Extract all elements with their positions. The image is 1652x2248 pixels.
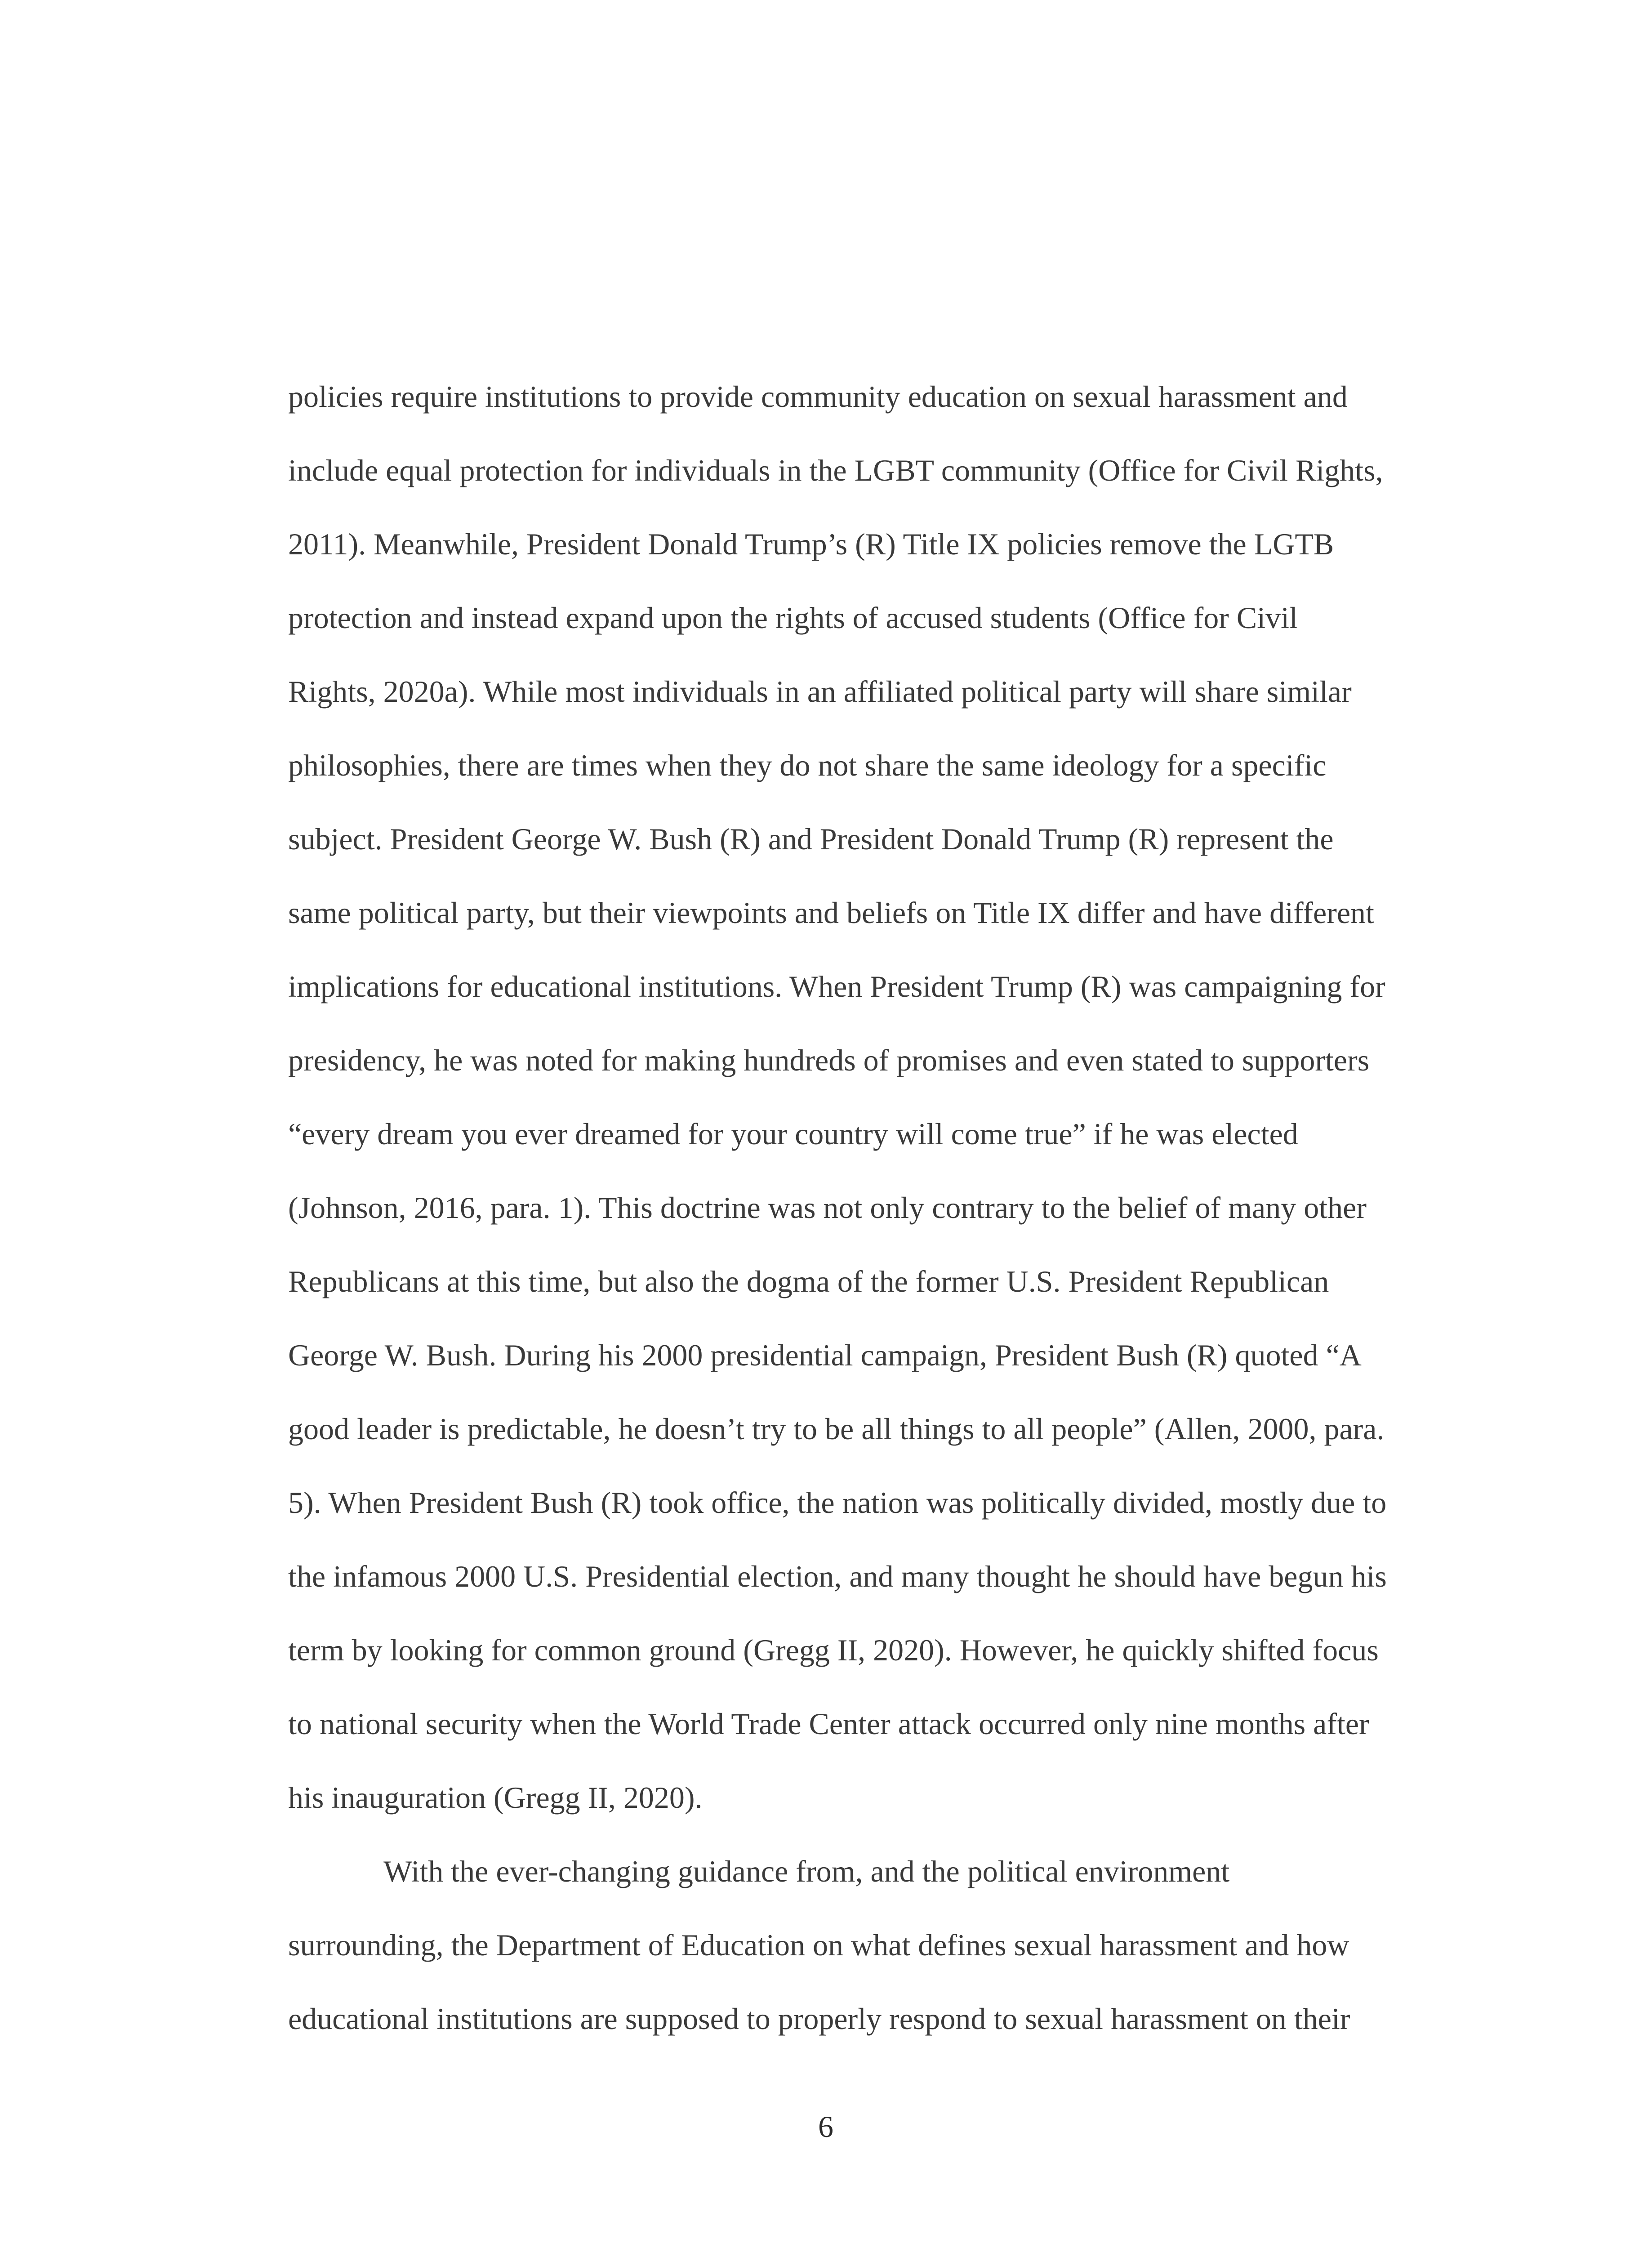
text-line: include equal protection for individuals in the LGBT community (Office for Civil Rights, <box>288 453 1383 487</box>
text-line: term by looking for common ground (Gregg II, 2020). However, he quickly shifted focus <box>288 1633 1379 1667</box>
text-line: (Johnson, 2016, para. 1). This doctrine was not only contrary to the belief of many other <box>288 1191 1367 1225</box>
text-line: philosophies, there are times when they do not share the same ideology for a specific <box>288 748 1327 782</box>
page-number: 6 <box>818 2110 833 2144</box>
text-line: to national security when the World Trade Center attack occurred only nine months after <box>288 1707 1369 1741</box>
text-line: Rights, 2020a). While most individuals in an affiliated political party will share similar <box>288 674 1352 709</box>
text-line: good leader is predictable, he doesn’t try to be all things to all people” (Allen, 2000, para. <box>288 1412 1385 1446</box>
text-line: policies require institutions to provide community education on sexual harassment and <box>288 379 1348 414</box>
text-line: the infamous 2000 U.S. Presidential election, and many thought he should have begun his <box>288 1559 1387 1593</box>
paragraph-first-line: With the ever-changing guidance from, and the political environment <box>383 1854 1230 1888</box>
text-line: “every dream you ever dreamed for your country will come true” if he was elected <box>288 1117 1298 1151</box>
text-line: 2011). Meanwhile, President Donald Trump’s (R) Title IX policies remove the LGTB <box>288 527 1334 561</box>
text-line: George W. Bush. During his 2000 presidential campaign, President Bush (R) quoted “A <box>288 1338 1362 1372</box>
text-line: protection and instead expand upon the rights of accused students (Office for Civil <box>288 601 1298 635</box>
text-line: subject. President George W. Bush (R) and President Donald Trump (R) represent the <box>288 822 1334 856</box>
text-line: surrounding, the Department of Education on what defines sexual harassment and how <box>288 1928 1349 1962</box>
text-line: his inauguration (Gregg II, 2020). <box>288 1780 703 1815</box>
body-text <box>288 360 1448 2056</box>
text-line: educational institutions are supposed to properly respond to sexual harassment on their <box>288 2002 1350 2036</box>
text-line: 5). When President Bush (R) took office, the nation was politically divided, mostly due to <box>288 1485 1387 1520</box>
text-line: Republicans at this time, but also the dogma of the former U.S. President Republican <box>288 1264 1329 1298</box>
text-line: presidency, he was noted for making hundreds of promises and even stated to supporters <box>288 1043 1370 1077</box>
text-line: same political party, but their viewpoints and beliefs on Title IX differ and have different <box>288 896 1374 930</box>
text-line: implications for educational institutions. When President Trump (R) was campaigning for <box>288 969 1385 1004</box>
